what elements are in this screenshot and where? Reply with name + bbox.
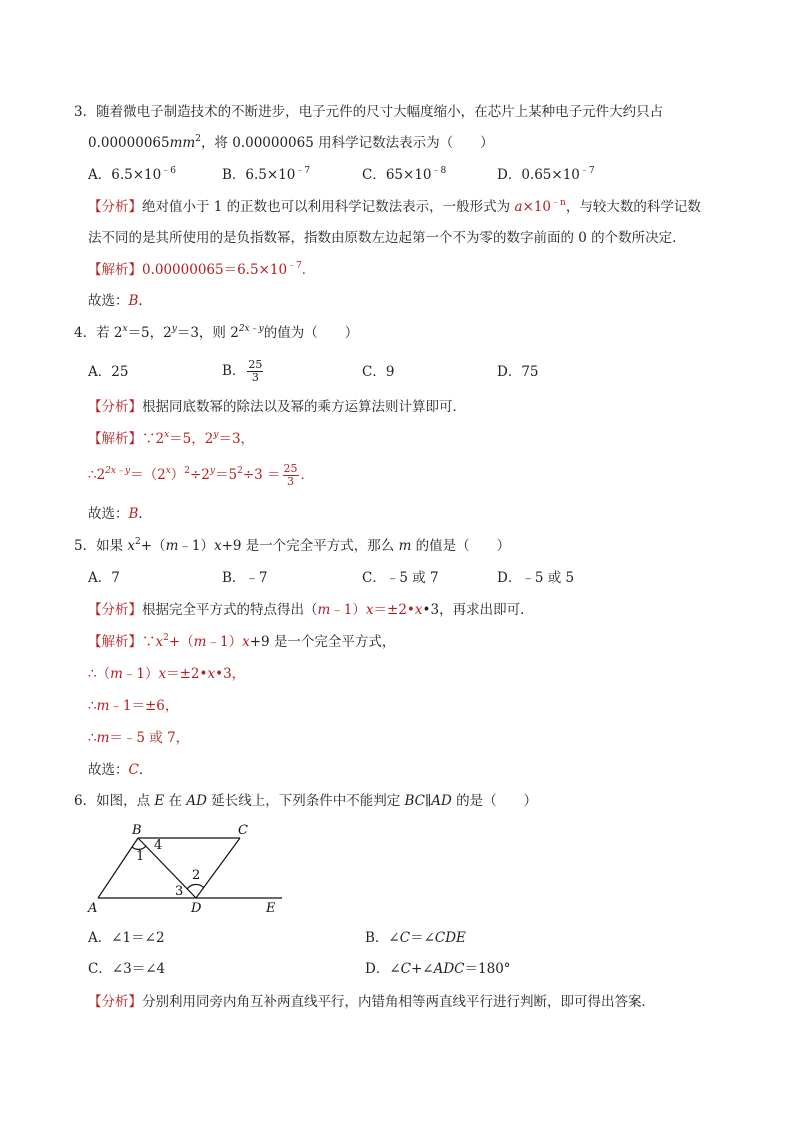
q4-answer: 故选：B．: [88, 506, 152, 522]
q6-option-a[interactable]: A．∠1＝∠2: [88, 930, 165, 946]
analysis-tag: 【分析】: [88, 994, 142, 1010]
q3-option-a[interactable]: A．$6.5\times 10^{﹣6}$: [88, 166, 176, 183]
q5-solution-line-4: ∴m＝﹣5 或 7，: [88, 730, 190, 746]
q4-option-c[interactable]: C．9: [362, 364, 395, 380]
solution-tag: 【解析】: [88, 634, 142, 650]
fraction: $\frac{25}{3}$: [283, 462, 298, 488]
segment-cd: [196, 838, 240, 898]
q6-option-c[interactable]: C．∠3＝∠4: [88, 961, 166, 977]
q3-answer: 故选：B．: [88, 293, 152, 309]
q4-option-d[interactable]: D．75: [497, 364, 539, 380]
q5-option-c[interactable]: C．﹣5 或 7: [362, 570, 439, 586]
analysis-tag: 【分析】: [88, 199, 142, 215]
angle-arc-d: [187, 884, 204, 889]
q6-stem: 6．如图，点 E 在 AD 延长线上，下列条件中不能判定 BC∥AD 的是（ ）: [74, 793, 538, 809]
q3-stem-line-2: $0.00000065mm^2$，将 0.00000065 用科学记数法表示为（ ）: [88, 134, 494, 151]
q5-option-a[interactable]: A．7: [88, 570, 120, 586]
q5-analysis: 【分析】根据完全平方式的特点得出（m﹣1）x＝±2•x•3，再求出即可．: [88, 602, 534, 618]
q4-analysis: 【分析】根据同底数幂的除法以及幂的乘方运算法则计算即可．: [88, 399, 466, 415]
fraction: $\frac{25}{3}$: [248, 358, 263, 384]
analysis-tag: 【分析】: [88, 602, 142, 618]
q5-solution-line-3: ∴m﹣1＝±6，: [88, 698, 179, 714]
q3-solution: 【解析】$0.00000065=6.5\times 10^{﹣7}$．: [88, 261, 316, 278]
point-b-label: B: [132, 823, 142, 838]
q3-option-b[interactable]: B．$6.5\times 10^{﹣7}$: [222, 166, 311, 183]
q3-option-c[interactable]: C．$65\times 10^{﹣8}$: [362, 166, 447, 183]
q4-solution-line-1: 【解析】$\because 2^x=5$，$2^y=3$，: [88, 430, 255, 447]
q6-analysis: 【分析】分别利用同旁内角互补两直线平行，内错角相等两直线平行进行判断，即可得出答案．: [88, 994, 655, 1010]
parallelogram-figure: [86, 818, 326, 918]
point-c-label: C: [238, 823, 248, 838]
q6-option-b[interactable]: B．∠C＝∠CDE: [365, 930, 466, 946]
q5-answer: 故选：C．: [88, 762, 153, 778]
q3-option-d[interactable]: D．$0.65\times 10^{﹣7}$: [497, 166, 595, 183]
q5-option-b[interactable]: B．﹣7: [222, 570, 268, 586]
q5-stem: 5．如果 $x^2+(m﹣1)x+9$ 是一个完全平方式，那么 m 的值是（ ）: [74, 537, 511, 554]
q5-option-d[interactable]: D．﹣5 或 5: [497, 570, 575, 586]
point-e-label: E: [266, 901, 276, 916]
q4-solution-line-2: $\therefore 2^{2x﹣y}=(2^x)^2\div 2^y=5^2\div 3$ ＝ $\frac{25}{3}$ ．: [88, 462, 315, 488]
angle-3-label: 3: [175, 884, 184, 899]
q4-stem: 4．若 $2^x=5$，$2^y=3$，则 $2^{2x﹣y}$的值为（ ）: [74, 324, 359, 341]
analysis-tag: 【分析】: [88, 399, 142, 415]
q6-option-d[interactable]: D．∠C+∠ADC＝180°: [365, 961, 511, 977]
solution-tag: 【解析】: [88, 262, 142, 278]
solution-tag: 【解析】: [88, 431, 142, 447]
q3-stem-line-1: 3．随着微电子制造技术的不断进步，电子元件的尺寸大幅度缩小，在芯片上某种电子元件大约只占: [74, 104, 664, 120]
q4-option-b[interactable]: B． $\frac{25}{3}$: [222, 358, 263, 384]
point-d-label: D: [191, 901, 202, 916]
q5-solution-line-1: 【解析】$\because x^2+(m﹣1)x+9$ 是一个完全平方式，: [88, 633, 396, 650]
q3-analysis-line-2: 法不同的是其所使用的是负指数幂，指数由原数左边起第一个不为零的数字前面的 0 的个数所决定．: [88, 230, 686, 246]
angle-1-label: 1: [136, 849, 145, 864]
q4-option-a[interactable]: A．25: [88, 364, 129, 380]
point-a-label: A: [88, 901, 98, 916]
q3-analysis-line-1: 【分析】绝对值小于 1 的正数也可以利用科学记数法表示，一般形式为 $a\times 10^{﹣n}$，与较大数的科学记数: [88, 198, 701, 215]
angle-4-label: 4: [154, 838, 163, 853]
q5-solution-line-2: ∴（m﹣1）x＝±2•x•3，: [88, 666, 246, 682]
angle-2-label: 2: [192, 868, 201, 883]
